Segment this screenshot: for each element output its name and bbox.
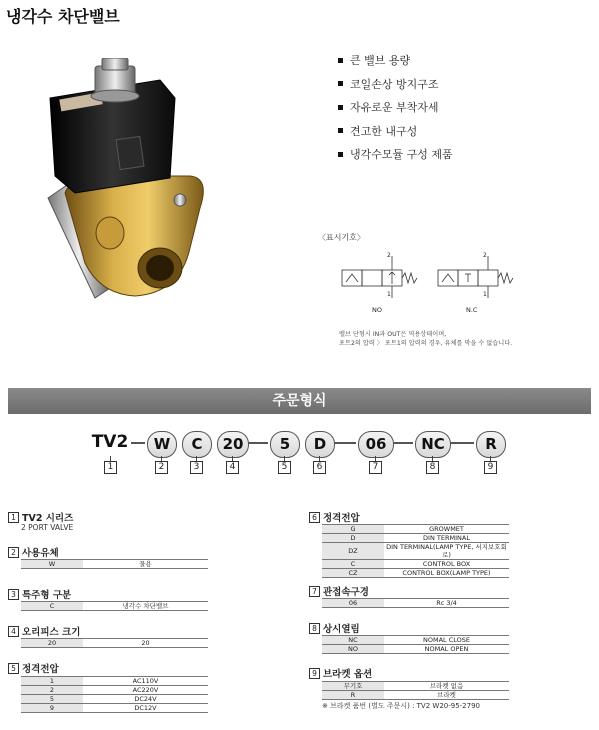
port-table [322,598,509,608]
bullet-icon [338,58,343,63]
bracket-note: ※ 브라켓 품번 (별도 주문시) : TV2 W20-95-2790 [322,702,481,710]
code-part-port: 06 [358,431,394,458]
section-series-sub: 2 PORT VALVE [21,523,74,532]
special-table [21,601,208,611]
table-row: R 브라켓 [322,691,509,700]
section-voltage-heading: 5 정격전압 [8,661,59,675]
table-row: NC NOMAL CLOSE [322,636,509,645]
code-part-special: C [182,431,212,458]
table-row: 9 DC12V [21,704,208,713]
bracket-table [322,681,509,700]
code-number: 8 [426,461,439,474]
bullet-icon [338,105,343,110]
valve-symbol-diagram [330,250,540,322]
code-part-orifice: 20 [217,431,249,458]
code-part-voltage: 5 [270,431,300,458]
section-bracket-heading: 9 브라켓 옵션 [309,666,372,680]
table-row: 2 AC220V [21,686,208,695]
normal-table [322,635,509,654]
section-normal-heading: 8 상시열림 [309,621,360,635]
code-number: 4 [226,461,239,474]
table-row: C CONTROL BOX [322,560,509,569]
feature-item: 냉각수모듈 구성 제품 [338,143,453,167]
section-special-heading: 3 특주형 구분 [8,587,71,601]
code-dash [131,442,145,444]
code-number: 3 [190,461,203,474]
code-number: 6 [313,461,326,474]
order-format-header: 주문형식 [8,388,591,414]
code-part-fluid: W [147,431,177,458]
table-row: W 물용 [21,560,208,569]
code-prefix: TV2 [91,432,129,452]
feature-item: 견고한 내구성 [338,120,453,144]
table-row: 1 AC110V [21,677,208,686]
table-row: 06 Rc 3/4 [322,599,509,608]
terminal-table [322,524,509,578]
port-label-1: 1 [387,291,391,298]
bullet-icon [338,128,343,133]
code-number: 5 [278,461,291,474]
code-number: 9 [484,461,497,474]
code-dash [393,442,413,444]
symbol-note: 밸브 단형시 IN과 OUT은 역용상태이며, 포트2의 압력 〉 포트1의 압력의 경우, 유체를 막을 수 없습니다. [339,331,513,347]
nc-label: N.C [466,306,478,314]
bullet-icon [338,152,343,157]
section-orifice-heading: 4 오리피스 크기 [8,624,80,638]
fluid-table [21,559,208,569]
table-row: 5 DC24V [21,695,208,704]
section-port-heading: 7 관접속구경 [309,584,369,598]
orifice-table [21,638,208,648]
port-label-2: 2 [483,252,487,259]
port-label-1: 1 [483,291,487,298]
table-row: 무기호 브라켓 없음 [322,682,509,691]
table-row: 20 20 [21,639,208,648]
table-row: D DIN TERMINAL [322,534,509,543]
code-number: 1 [104,461,117,474]
feature-item: 코일손상 방지구조 [338,73,453,97]
section-fluid-heading: 2 사용유체 [8,545,59,559]
section-series-heading: 1 TV2 시리즈 [8,510,73,524]
bullet-icon [338,81,343,86]
page-title: 냉각수 차단밸브 [6,7,120,26]
table-row: G GROWMET [322,525,509,534]
section-terminal-heading: 6 정격전압 [309,510,360,524]
code-part-terminal: D [305,431,335,458]
code-part-bracket: R [476,431,506,458]
code-dash [450,442,474,444]
table-row: NO NOMAL OPEN [322,645,509,654]
feature-list [338,49,453,167]
table-row: C 냉각수 차단밸브 [21,602,208,611]
valve-product-image [40,58,240,308]
code-dash [248,442,268,444]
symbol-title: 〈표시기호〉 [318,233,365,242]
code-dash [334,442,356,444]
no-label: NO [372,306,382,314]
code-number: 7 [369,461,382,474]
table-row: DZ DIN TERMINAL(LAMP TYPE, 서지보호회로) [322,543,509,560]
table-row: CZ CONTROL BOX(LAMP TYPE) [322,569,509,578]
feature-item: 자유로운 부착자세 [338,96,453,120]
code-number: 2 [155,461,168,474]
port-label-2: 2 [387,252,391,259]
feature-item: 큰 밸브 용량 [338,49,453,73]
code-part-normal: NC [415,431,451,458]
voltage-table [21,676,208,713]
